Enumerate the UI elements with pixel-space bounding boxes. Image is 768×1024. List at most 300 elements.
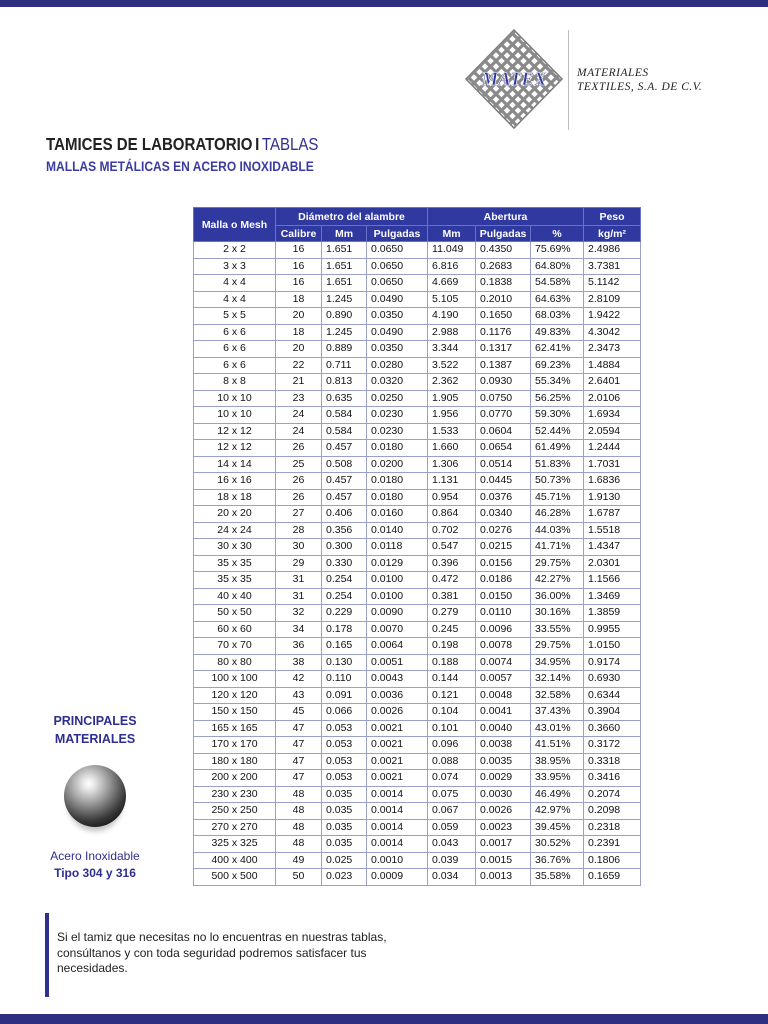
- table-row: [194, 654, 641, 671]
- table-cell: 33.55%: [531, 621, 584, 638]
- table-cell: 31: [276, 588, 322, 605]
- table-cell: 12 x 12: [194, 440, 276, 457]
- table-cell: 68.03%: [531, 308, 584, 325]
- table-cell: 0.3416: [584, 770, 641, 787]
- table-cell: 29: [276, 555, 322, 572]
- table-cell: 0.0654: [476, 440, 531, 457]
- table-cell: 31: [276, 572, 322, 589]
- table-cell: 0.254: [322, 588, 367, 605]
- table-cell: 35 x 35: [194, 555, 276, 572]
- table-cell: 21: [276, 374, 322, 391]
- table-row: [194, 605, 641, 622]
- table-cell: 39.45%: [531, 819, 584, 836]
- table-cell: 1.651: [322, 242, 367, 259]
- table-cell: 0.864: [428, 506, 476, 523]
- table-cell: 0.813: [322, 374, 367, 391]
- table-cell: 29.75%: [531, 555, 584, 572]
- table-cell: 0.330: [322, 555, 367, 572]
- table-cell: 1.245: [322, 324, 367, 341]
- table-cell: 35.58%: [531, 869, 584, 886]
- table-cell: 0.130: [322, 654, 367, 671]
- table-cell: 0.0650: [367, 242, 428, 259]
- table-row: [194, 308, 641, 325]
- table-cell: 0.0014: [367, 836, 428, 853]
- table-cell: 5.1142: [584, 275, 641, 292]
- table-row: [194, 555, 641, 572]
- table-cell: 16: [276, 242, 322, 259]
- table-cell: 4.3042: [584, 324, 641, 341]
- table-row: [194, 572, 641, 589]
- table-cell: 0.0930: [476, 374, 531, 391]
- table-cell: 37.43%: [531, 704, 584, 721]
- table-cell: 5 x 5: [194, 308, 276, 325]
- materials-title-line2: MATERIALES: [54, 732, 136, 746]
- table-cell: 0.0096: [476, 621, 531, 638]
- table-cell: 0.0280: [367, 357, 428, 374]
- table-cell: 0.9955: [584, 621, 641, 638]
- table-cell: 52.44%: [531, 423, 584, 440]
- table-cell: 0.0041: [476, 704, 531, 721]
- table-cell: 2.0594: [584, 423, 641, 440]
- table-cell: 6 x 6: [194, 324, 276, 341]
- table-cell: 80 x 80: [194, 654, 276, 671]
- table-cell: 0.096: [428, 737, 476, 754]
- table-cell: 180 x 180: [194, 753, 276, 770]
- table-cell: 0.0090: [367, 605, 428, 622]
- material-name-line: Acero Inoxidable: [50, 849, 140, 863]
- table-cell: 0.702: [428, 522, 476, 539]
- table-cell: 18 x 18: [194, 489, 276, 506]
- table-cell: 4 x 4: [194, 275, 276, 292]
- company-name-line2: TEXTILES, S.A. DE C.V.: [577, 81, 703, 93]
- table-row: [194, 819, 641, 836]
- table-cell: 0.0036: [367, 687, 428, 704]
- table-cell: 0.0514: [476, 456, 531, 473]
- table-row: [194, 374, 641, 391]
- table-cell: 32.58%: [531, 687, 584, 704]
- table-cell: 0.0014: [367, 819, 428, 836]
- table-cell: 47: [276, 737, 322, 754]
- table-cell: 165 x 165: [194, 720, 276, 737]
- table-cell: 1.5518: [584, 522, 641, 539]
- table-row: [194, 423, 641, 440]
- table-cell: 0.0490: [367, 324, 428, 341]
- title-suffix: TABLAS: [261, 134, 319, 154]
- table-cell: 2.988: [428, 324, 476, 341]
- note-text: Si el tamiz que necesitas no lo encuentras en nuestras tablas, consúltanos y con toda seguridad podremos satisfacer tus necesidades.: [57, 930, 387, 975]
- table-cell: 24 x 24: [194, 522, 276, 539]
- table-cell: 0.508: [322, 456, 367, 473]
- table-cell: 0.711: [322, 357, 367, 374]
- steel-sphere-image: [64, 765, 126, 827]
- table-cell: 0.3660: [584, 720, 641, 737]
- table-cell: 38.95%: [531, 753, 584, 770]
- table-cell: 3.344: [428, 341, 476, 358]
- table-cell: 42.97%: [531, 803, 584, 820]
- table-cell: 47: [276, 720, 322, 737]
- table-cell: 0.034: [428, 869, 476, 886]
- table-cell: 36.76%: [531, 852, 584, 869]
- table-cell: 0.0230: [367, 423, 428, 440]
- table-cell: 18: [276, 324, 322, 341]
- table-cell: 0.472: [428, 572, 476, 589]
- table-cell: 0.584: [322, 407, 367, 424]
- material-type-line: Tipo 304 y 316: [54, 866, 136, 880]
- table-cell: 0.457: [322, 440, 367, 457]
- table-cell: 0.198: [428, 638, 476, 655]
- table-cell: 30.52%: [531, 836, 584, 853]
- table-cell: 16 x 16: [194, 473, 276, 490]
- table-cell: 32.14%: [531, 671, 584, 688]
- table-cell: 0.0180: [367, 473, 428, 490]
- table-cell: 16: [276, 258, 322, 275]
- table-cell: 0.254: [322, 572, 367, 589]
- table-cell: 32: [276, 605, 322, 622]
- table-cell: 0.0078: [476, 638, 531, 655]
- table-cell: 64.63%: [531, 291, 584, 308]
- table-cell: 0.0048: [476, 687, 531, 704]
- table-cell: 3.522: [428, 357, 476, 374]
- table-cell: 60 x 60: [194, 621, 276, 638]
- table-cell: 1.245: [322, 291, 367, 308]
- table-row: [194, 489, 641, 506]
- table-cell: 20 x 20: [194, 506, 276, 523]
- table-cell: 6 x 6: [194, 357, 276, 374]
- table-row: [194, 258, 641, 275]
- table-cell: 0.381: [428, 588, 476, 605]
- page-subtitle: MALLAS METÁLICAS EN ACERO INOXIDABLE: [46, 158, 314, 174]
- table-cell: 1.6787: [584, 506, 641, 523]
- table-row: [194, 687, 641, 704]
- table-row: [194, 291, 641, 308]
- table-cell: 0.1176: [476, 324, 531, 341]
- table-cell: 0.0230: [367, 407, 428, 424]
- table-cell: 10 x 10: [194, 390, 276, 407]
- table-cell: 0.0015: [476, 852, 531, 869]
- table-cell: 50.73%: [531, 473, 584, 490]
- table-cell: 36: [276, 638, 322, 655]
- table-row: [194, 456, 641, 473]
- table-cell: 5.105: [428, 291, 476, 308]
- table-cell: 0.1650: [476, 308, 531, 325]
- table-cell: 0.3904: [584, 704, 641, 721]
- table-cell: 0.059: [428, 819, 476, 836]
- table-cell: 47: [276, 770, 322, 787]
- table-cell: 0.053: [322, 753, 367, 770]
- table-row: [194, 852, 641, 869]
- table-cell: 0.0026: [476, 803, 531, 820]
- top-border-bar: [0, 0, 768, 7]
- table-cell: 6.816: [428, 258, 476, 275]
- logo-text: MATEX: [481, 69, 547, 90]
- table-cell: 2.3473: [584, 341, 641, 358]
- table-cell: 0.2074: [584, 786, 641, 803]
- table-cell: 0.954: [428, 489, 476, 506]
- table-cell: 59.30%: [531, 407, 584, 424]
- table-cell: 0.1659: [584, 869, 641, 886]
- table-cell: 0.023: [322, 869, 367, 886]
- table-cell: 29.75%: [531, 638, 584, 655]
- table-cell: 0.1838: [476, 275, 531, 292]
- table-cell: 0.121: [428, 687, 476, 704]
- table-cell: 51.83%: [531, 456, 584, 473]
- table-cell: 0.0186: [476, 572, 531, 589]
- table-cell: 48: [276, 786, 322, 803]
- table-cell: 22: [276, 357, 322, 374]
- header-weight: Peso: [584, 208, 641, 226]
- table-cell: 0.6344: [584, 687, 641, 704]
- table-cell: 0.0110: [476, 605, 531, 622]
- table-cell: 35 x 35: [194, 572, 276, 589]
- table-cell: 36.00%: [531, 588, 584, 605]
- brand-divider: [568, 30, 569, 130]
- table-cell: 0.066: [322, 704, 367, 721]
- title-main: TAMICES DE LABORATORIO: [46, 134, 253, 154]
- table-cell: 0.396: [428, 555, 476, 572]
- table-cell: 25: [276, 456, 322, 473]
- table-cell: 45.71%: [531, 489, 584, 506]
- table-cell: 0.0276: [476, 522, 531, 539]
- table-cell: 0.0160: [367, 506, 428, 523]
- table-cell: 1.651: [322, 258, 367, 275]
- table-cell: 1.4347: [584, 539, 641, 556]
- table-cell: 0.457: [322, 473, 367, 490]
- table-cell: 0.279: [428, 605, 476, 622]
- table-cell: 2.6401: [584, 374, 641, 391]
- table-cell: 2.0106: [584, 390, 641, 407]
- table-cell: 3 x 3: [194, 258, 276, 275]
- table-cell: 0.0250: [367, 390, 428, 407]
- table-cell: 0.0445: [476, 473, 531, 490]
- table-cell: 26: [276, 473, 322, 490]
- table-cell: 0.091: [322, 687, 367, 704]
- table-cell: 1.1566: [584, 572, 641, 589]
- table-cell: 0.0014: [367, 803, 428, 820]
- table-cell: 0.0350: [367, 341, 428, 358]
- table-row: [194, 869, 641, 886]
- table-cell: 3.7381: [584, 258, 641, 275]
- table-cell: 0.0057: [476, 671, 531, 688]
- subheader-cell: %: [531, 226, 584, 242]
- table-cell: 0.0030: [476, 786, 531, 803]
- table-cell: 0.0140: [367, 522, 428, 539]
- table-cell: 41.51%: [531, 737, 584, 754]
- table-cell: 0.0070: [367, 621, 428, 638]
- table-cell: 34.95%: [531, 654, 584, 671]
- table-cell: 0.245: [428, 621, 476, 638]
- table-cell: 230 x 230: [194, 786, 276, 803]
- table-cell: 0.0035: [476, 753, 531, 770]
- table-cell: 1.660: [428, 440, 476, 457]
- table-cell: 0.0770: [476, 407, 531, 424]
- table-cell: 0.1317: [476, 341, 531, 358]
- table-cell: 49.83%: [531, 324, 584, 341]
- table-cell: 0.178: [322, 621, 367, 638]
- table-row: [194, 357, 641, 374]
- table-cell: 0.0014: [367, 786, 428, 803]
- table-cell: 1.3469: [584, 588, 641, 605]
- table-cell: 0.188: [428, 654, 476, 671]
- table-cell: 0.110: [322, 671, 367, 688]
- table-row: [194, 786, 641, 803]
- table-cell: 0.0100: [367, 572, 428, 589]
- table-cell: 8 x 8: [194, 374, 276, 391]
- table-cell: 0.0100: [367, 588, 428, 605]
- table-row: [194, 539, 641, 556]
- table-cell: 0.0021: [367, 770, 428, 787]
- table-cell: 33.95%: [531, 770, 584, 787]
- table-cell: 54.58%: [531, 275, 584, 292]
- table-cell: 0.1806: [584, 852, 641, 869]
- table-cell: 12 x 12: [194, 423, 276, 440]
- table-cell: 0.0650: [367, 258, 428, 275]
- table-cell: 64.80%: [531, 258, 584, 275]
- table-cell: 0.067: [428, 803, 476, 820]
- table-row: [194, 753, 641, 770]
- table-cell: 0.0009: [367, 869, 428, 886]
- table-cell: 0.0118: [367, 539, 428, 556]
- table-cell: 26: [276, 440, 322, 457]
- table-cell: 0.547: [428, 539, 476, 556]
- table-cell: 1.9422: [584, 308, 641, 325]
- table-cell: 0.2683: [476, 258, 531, 275]
- table-cell: 48: [276, 803, 322, 820]
- table-cell: 0.0023: [476, 819, 531, 836]
- table-cell: 1.6934: [584, 407, 641, 424]
- table-row: [194, 506, 641, 523]
- table-cell: 0.300: [322, 539, 367, 556]
- table-cell: 0.074: [428, 770, 476, 787]
- table-cell: 28: [276, 522, 322, 539]
- materials-title-line1: PRINCIPALES: [53, 714, 137, 728]
- table-cell: 0.043: [428, 836, 476, 853]
- table-cell: 0.0376: [476, 489, 531, 506]
- table-row: [194, 341, 641, 358]
- table-cell: 41.71%: [531, 539, 584, 556]
- subheader-cell: Pulgadas: [367, 226, 428, 242]
- table-cell: 1.533: [428, 423, 476, 440]
- table-row: [194, 440, 641, 457]
- table-cell: 48: [276, 836, 322, 853]
- table-row: [194, 275, 641, 292]
- mesh-table: [193, 207, 641, 886]
- table-cell: 0.0010: [367, 852, 428, 869]
- table-cell: 1.3859: [584, 605, 641, 622]
- table-cell: 62.41%: [531, 341, 584, 358]
- header-opening: Abertura: [428, 208, 584, 226]
- table-cell: 0.104: [428, 704, 476, 721]
- table-cell: 6 x 6: [194, 341, 276, 358]
- table-cell: 30: [276, 539, 322, 556]
- table-cell: 1.956: [428, 407, 476, 424]
- table-cell: 500 x 500: [194, 869, 276, 886]
- table-cell: 0.053: [322, 720, 367, 737]
- table-cell: 0.035: [322, 819, 367, 836]
- table-cell: 2.362: [428, 374, 476, 391]
- table-cell: 50: [276, 869, 322, 886]
- table-cell: 0.075: [428, 786, 476, 803]
- table-cell: 0.0021: [367, 753, 428, 770]
- table-cell: 70 x 70: [194, 638, 276, 655]
- table-cell: 0.0026: [367, 704, 428, 721]
- table-cell: 50 x 50: [194, 605, 276, 622]
- table-cell: 0.0040: [476, 720, 531, 737]
- table-cell: 400 x 400: [194, 852, 276, 869]
- materials-title: [40, 712, 150, 748]
- table-cell: 120 x 120: [194, 687, 276, 704]
- table-cell: 1.306: [428, 456, 476, 473]
- table-cell: 30.16%: [531, 605, 584, 622]
- table-row: [194, 770, 641, 787]
- matex-logo: [464, 28, 564, 130]
- table-cell: 0.053: [322, 737, 367, 754]
- table-row: [194, 720, 641, 737]
- table-cell: 0.101: [428, 720, 476, 737]
- table-cell: 0.0017: [476, 836, 531, 853]
- table-row: [194, 588, 641, 605]
- table-cell: 0.0180: [367, 489, 428, 506]
- table-cell: 2 x 2: [194, 242, 276, 259]
- table-cell: 0.9174: [584, 654, 641, 671]
- table-cell: 1.2444: [584, 440, 641, 457]
- table-cell: 0.0021: [367, 737, 428, 754]
- table-cell: 0.0021: [367, 720, 428, 737]
- table-cell: 0.0038: [476, 737, 531, 754]
- table-cell: 2.4986: [584, 242, 641, 259]
- table-cell: 0.0013: [476, 869, 531, 886]
- table-cell: 0.0156: [476, 555, 531, 572]
- table-cell: 0.2391: [584, 836, 641, 853]
- table-cell: 0.0074: [476, 654, 531, 671]
- bottom-border-bar: [0, 1014, 768, 1024]
- table-cell: 0.457: [322, 489, 367, 506]
- table-cell: 23: [276, 390, 322, 407]
- table-cell: 40 x 40: [194, 588, 276, 605]
- table-cell: 0.0043: [367, 671, 428, 688]
- table-cell: 0.890: [322, 308, 367, 325]
- table-cell: 47: [276, 753, 322, 770]
- table-cell: 44.03%: [531, 522, 584, 539]
- title-separator: I: [255, 134, 260, 154]
- table-cell: 46.49%: [531, 786, 584, 803]
- table-cell: 1.905: [428, 390, 476, 407]
- table-cell: 0.1387: [476, 357, 531, 374]
- table-cell: 26: [276, 489, 322, 506]
- table-cell: 0.229: [322, 605, 367, 622]
- company-name: [577, 66, 702, 94]
- table-cell: 24: [276, 407, 322, 424]
- table-cell: 0.039: [428, 852, 476, 869]
- subheader-cell: Pulgadas: [476, 226, 531, 242]
- table-cell: 0.0064: [367, 638, 428, 655]
- table-cell: 0.356: [322, 522, 367, 539]
- table-cell: 0.0750: [476, 390, 531, 407]
- table-cell: 0.4350: [476, 242, 531, 259]
- table-cell: 1.9130: [584, 489, 641, 506]
- table-row: [194, 473, 641, 490]
- table-cell: 1.4884: [584, 357, 641, 374]
- table-row: [194, 671, 641, 688]
- table-cell: 30 x 30: [194, 539, 276, 556]
- table-cell: 0.2318: [584, 819, 641, 836]
- table-cell: 200 x 200: [194, 770, 276, 787]
- table-cell: 24: [276, 423, 322, 440]
- table-cell: 1.7031: [584, 456, 641, 473]
- table-cell: 0.6930: [584, 671, 641, 688]
- table-cell: 0.053: [322, 770, 367, 787]
- table-cell: 170 x 170: [194, 737, 276, 754]
- header-mesh: Malla o Mesh: [194, 208, 276, 242]
